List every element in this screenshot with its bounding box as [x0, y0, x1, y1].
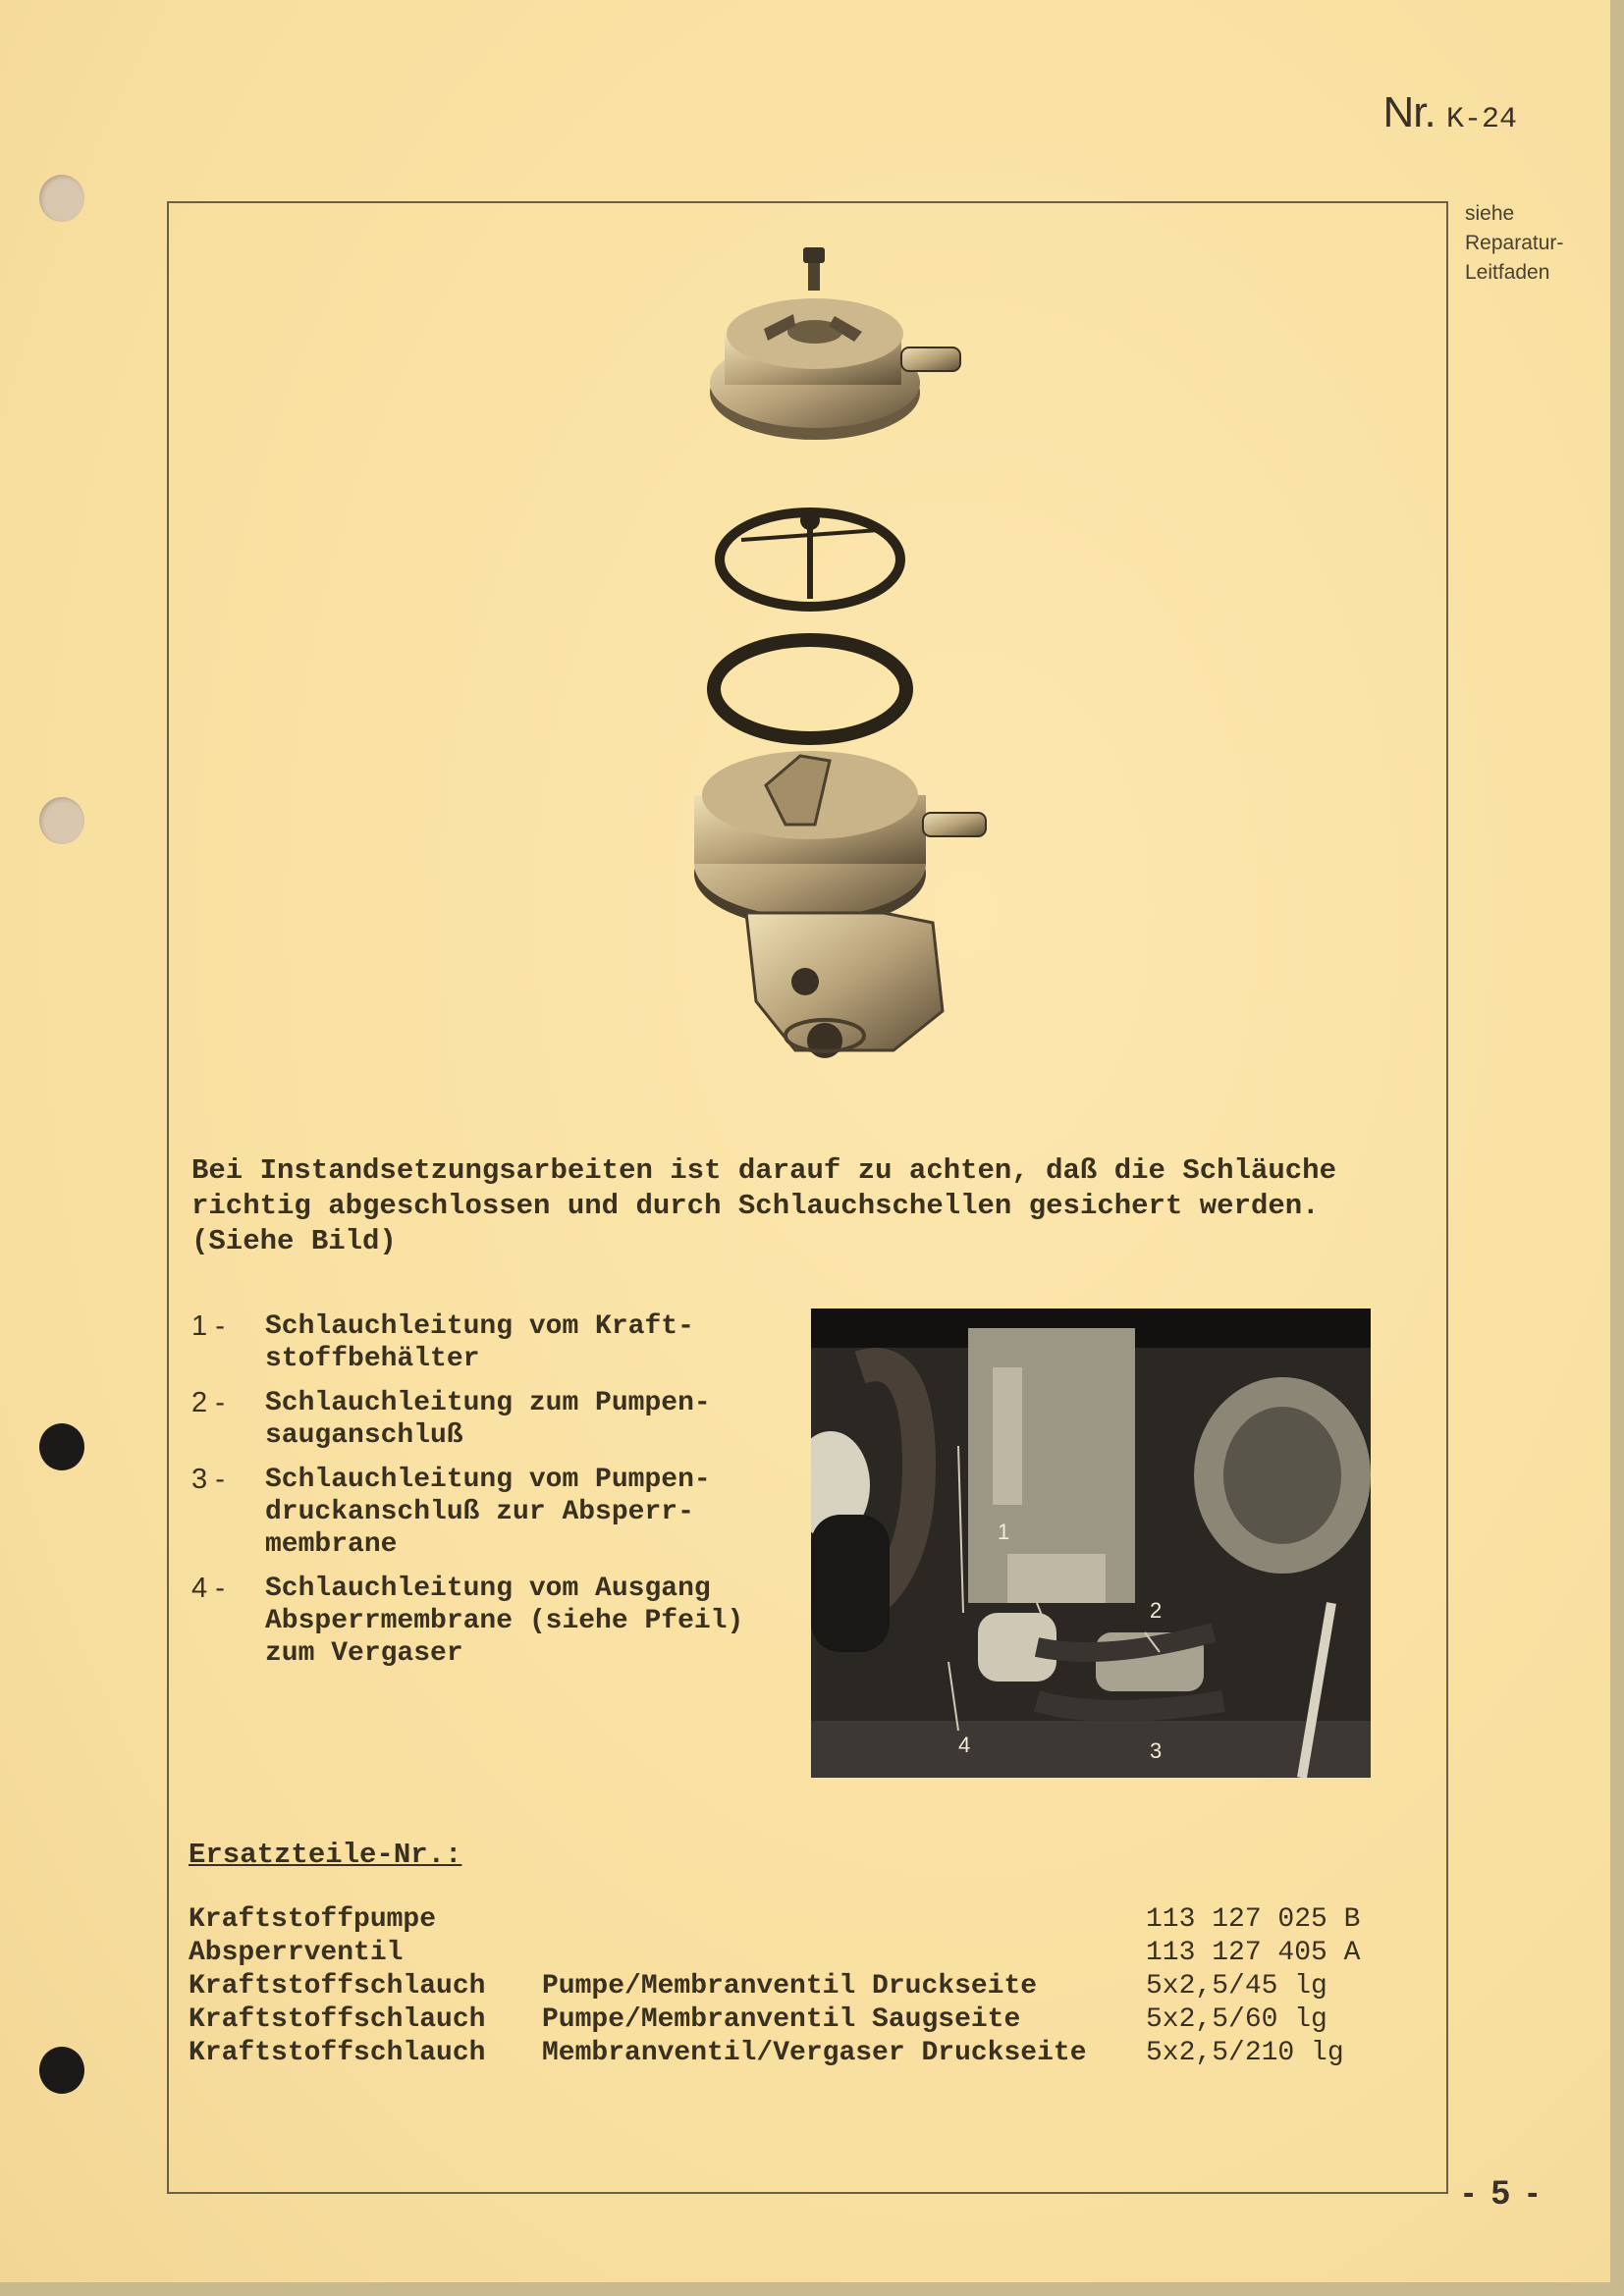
part-name: Absperrventil	[189, 1938, 404, 1968]
part-name: Kraftstoffschlauch	[189, 2004, 486, 2035]
gasket-part	[714, 640, 906, 738]
photo-label: 3	[1150, 1738, 1163, 1763]
part-description: Pumpe/Membranventil Saugseite	[542, 2004, 1021, 2035]
pump-body-part	[694, 751, 986, 1058]
document-number-prefix: Nr.	[1382, 88, 1435, 136]
page-number: - 5 -	[1463, 2174, 1543, 2212]
part-number: 5x2,5/45 lg	[1146, 1971, 1327, 2002]
strainer-part	[720, 510, 900, 607]
screw-part	[803, 247, 825, 291]
side-note	[1465, 199, 1563, 288]
side-note-line: siehe	[1465, 202, 1515, 225]
engine-photo-image	[811, 1308, 1371, 1778]
part-number: 113 127 405 A	[1146, 1938, 1361, 1968]
legend-item	[191, 1310, 800, 1375]
side-note-line: Reparatur-	[1465, 232, 1564, 254]
legend-text: Schlauchleitung zum Pumpen- sauganschluß	[265, 1388, 711, 1451]
pump-cover-part	[710, 298, 960, 440]
photo-label: 1	[998, 1520, 1010, 1544]
part-name: Kraftstoffschlauch	[189, 2038, 486, 2068]
document-number-code: K-24	[1445, 103, 1517, 136]
parts-heading: Ersatzteile-Nr.:	[189, 1839, 462, 1871]
photo-label: 2	[1150, 1598, 1163, 1623]
legend-item	[191, 1387, 800, 1452]
part-description: Membranventil/Vergaser Druckseite	[542, 2038, 1087, 2068]
legend-item	[191, 1464, 800, 1561]
parts-row	[189, 1904, 1396, 1938]
punch-hole	[39, 2047, 84, 2094]
document-number	[1383, 88, 1517, 137]
parts-list	[189, 1904, 1396, 2071]
intro-paragraph: Bei Instandsetzungsarbeiten ist darauf zu achten, daß die Schläuche richtig abgeschlossen und durch Schlauchschellen gesichert werden. (Siehe Bild)	[191, 1154, 1336, 1257]
punch-hole	[39, 1423, 84, 1470]
legend-number: 2 -	[191, 1387, 225, 1418]
photo-label: 4	[958, 1733, 971, 1757]
legend-item	[191, 1573, 800, 1670]
legend-number: 1 -	[191, 1310, 225, 1342]
legend-text: Schlauchleitung vom Ausgang Absperrmembrane (siehe Pfeil) zum Vergaser	[265, 1574, 744, 1669]
part-name: Kraftstoffpumpe	[189, 1904, 437, 1935]
fuel-pump-exploded-illustration	[658, 236, 1031, 1119]
side-note-line: Leitfaden	[1465, 261, 1550, 284]
legend-number: 3 -	[191, 1464, 225, 1495]
part-number: 113 127 025 B	[1146, 1904, 1361, 1935]
parts-row	[189, 2004, 1396, 2038]
legend-number: 4 -	[191, 1573, 225, 1604]
part-number: 5x2,5/60 lg	[1146, 2004, 1327, 2035]
legend-text: Schlauchleitung vom Kraft- stoffbehälter	[265, 1311, 694, 1374]
part-number: 5x2,5/210 lg	[1146, 2038, 1344, 2068]
part-description: Pumpe/Membranventil Druckseite	[542, 1971, 1038, 2002]
part-name: Kraftstoffschlauch	[189, 1971, 486, 2002]
parts-row	[189, 1971, 1396, 2004]
legend-text: Schlauchleitung vom Pumpen- druckanschluß zur Absperr- membrane	[265, 1465, 711, 1560]
photo-legend	[191, 1310, 800, 1682]
engine-photo	[811, 1308, 1371, 1778]
parts-row	[189, 1938, 1396, 1971]
punch-hole	[39, 175, 84, 222]
punch-hole	[39, 797, 84, 844]
parts-row	[189, 2038, 1396, 2071]
